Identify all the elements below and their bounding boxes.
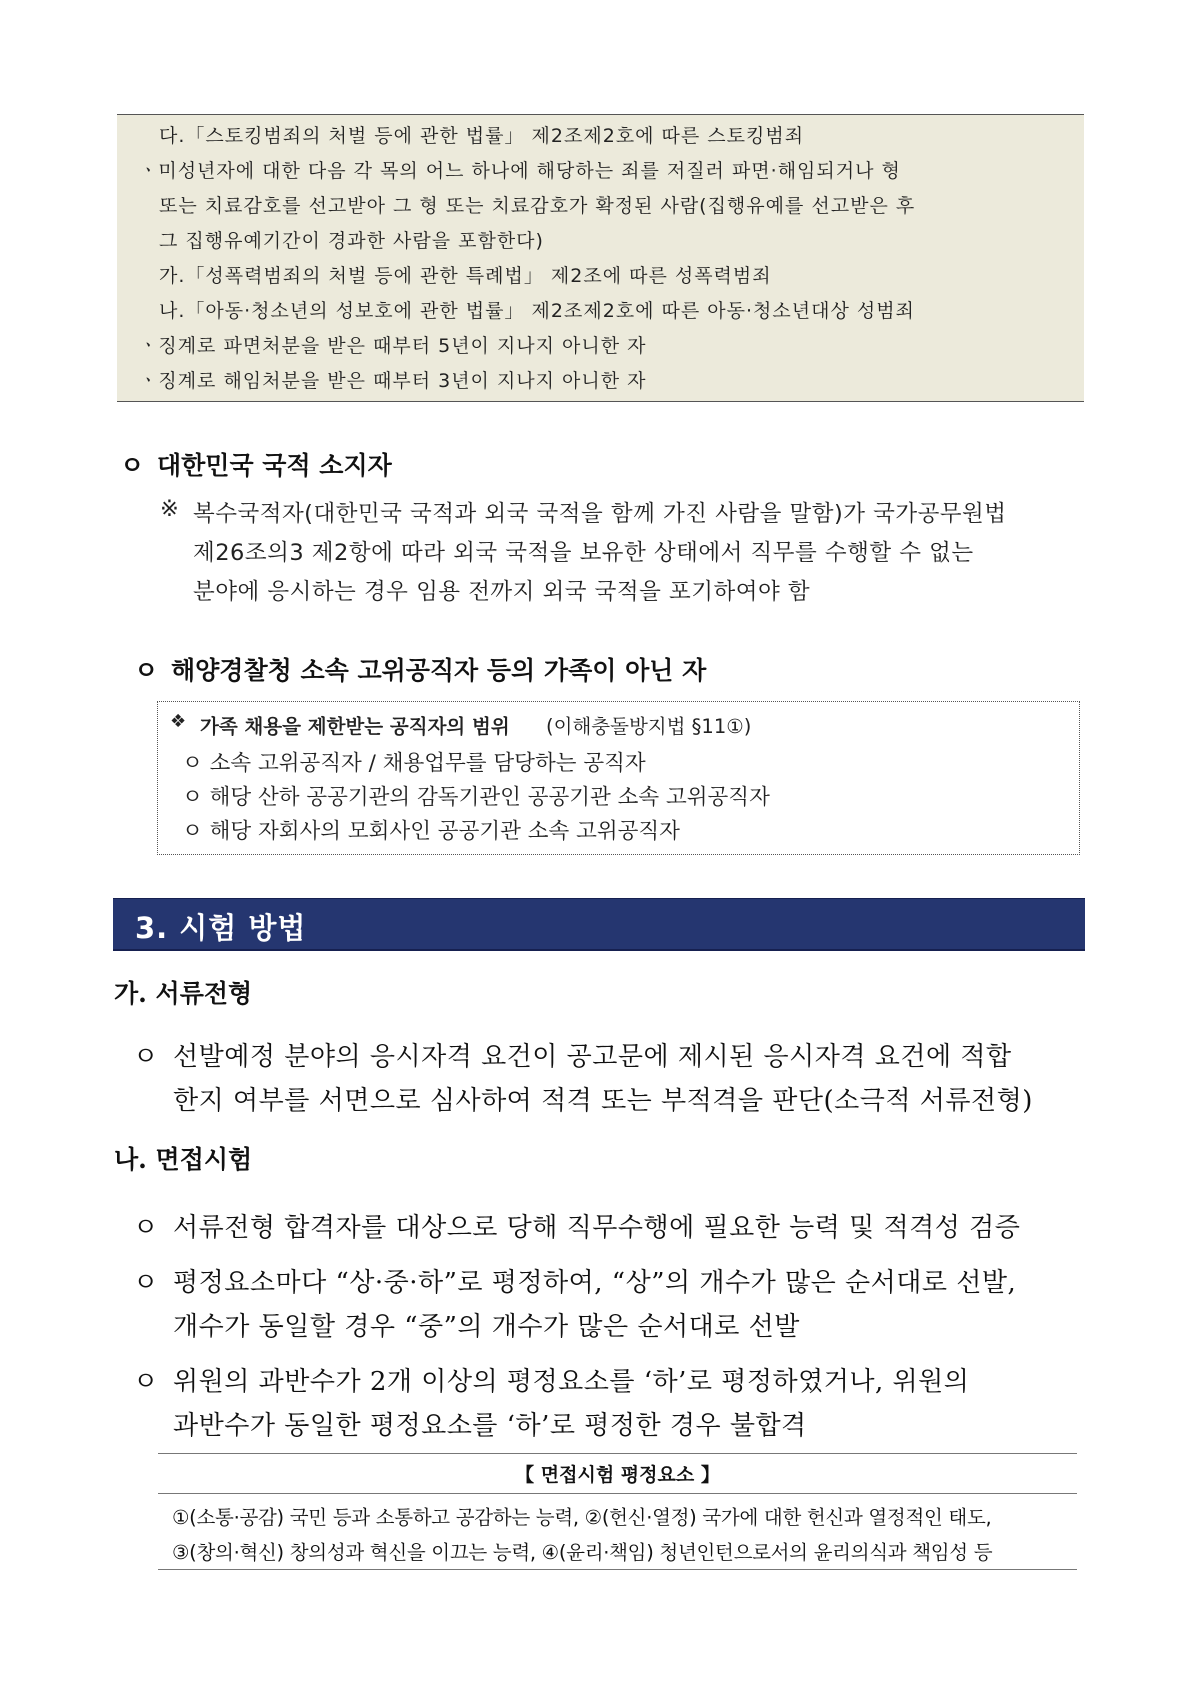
note-mark: ※ (160, 496, 180, 522)
disqualification-line: ㆍ미성년자에 대한 다음 각 목의 어느 하나에 해당하는 죄를 저질러 파면·해임되거나 형 (139, 160, 901, 182)
doc-screening-line: 선발예정 분야의 응시자격 요건이 공고문에 제시된 응시자격 요건에 적합 (173, 1042, 1012, 1072)
interview-bullet: ㅇ (133, 1367, 159, 1397)
doc-screening-heading: 가. 서류전형 (114, 979, 253, 1008)
diamond-icon: ❖ (170, 711, 187, 732)
criteria-line: ③(창의·혁신) 창의성과 혁신을 이끄는 능력, ④(윤리·책임) 청년인턴으로서의 윤리의식과 책임성 등 (172, 1541, 993, 1564)
nationality-note-line: 제26조의3 제2항에 따라 외국 국적을 보유한 상태에서 직무를 수행할 수 없는 (193, 540, 974, 566)
interview-criteria-table (158, 1453, 1077, 1571)
interview-item-line: 서류전형 합격자를 대상으로 당해 직무수행에 필요한 능력 및 적격성 검증 (173, 1213, 1021, 1243)
table-rule (158, 1569, 1077, 1570)
doc-screening-bullet: ㅇ (133, 1042, 159, 1072)
nationality-heading: 대한민국 국적 소지자 (157, 451, 392, 480)
family-scope-box (157, 701, 1080, 855)
interview-bullet: ㅇ (133, 1268, 159, 1298)
family-box-title: 가족 채용을 제한받는 공직자의 범위 (200, 715, 510, 738)
interview-bullet: ㅇ (133, 1213, 159, 1243)
interview-item-line: 평정요소마다 “상·중·하”로 평정하여, “상”의 개수가 많은 순서대로 선발, (173, 1268, 1017, 1298)
family-bullet: ㅇ (134, 656, 159, 685)
doc-screening-line: 한지 여부를 서면으로 심사하여 적격 또는 부적격을 판단(소극적 서류전형) (173, 1086, 1033, 1116)
nationality-note-line: 분야에 응시하는 경우 임용 전까지 외국 국적을 포기하여야 함 (193, 579, 811, 605)
family-scope-item: ㅇ 해당 산하 공공기관의 감독기관인 공공기관 소속 고위공직자 (182, 785, 770, 810)
disqualification-box (117, 114, 1084, 402)
interview-item-line: 과반수가 동일한 평정요소를 ‘하’로 평정한 경우 불합격 (173, 1411, 807, 1441)
family-scope-item: ㅇ 소속 고위공직자 / 채용업무를 담당하는 공직자 (182, 751, 646, 776)
nationality-note-line: 복수국적자(대한민국 국적과 외국 국적을 함께 가진 사람을 말함)가 국가공무원법 (193, 501, 1007, 527)
disqualification-line: 가.「성폭력범죄의 처벌 등에 관한 특례법」 제2조에 따른 성폭력범죄 (159, 265, 772, 287)
disqualification-line: ㆍ징계로 해임처분을 받은 때부터 3년이 지나지 아니한 자 (139, 370, 647, 392)
section-header (113, 898, 1085, 951)
table-rule (158, 1493, 1077, 1494)
disqualification-line: 다.「스토킹범죄의 처벌 등에 관한 법률」 제2조제2호에 따른 스토킹범죄 (159, 125, 805, 147)
family-scope-item: ㅇ 해당 자회사의 모회사인 공공기관 소속 고위공직자 (182, 819, 680, 844)
table-rule (158, 1453, 1077, 1454)
interview-item-line: 위원의 과반수가 2개 이상의 평정요소를 ‘하’로 평정하였거나, 위원의 (173, 1367, 970, 1397)
disqualification-line: 나.「아동·청소년의 성보호에 관한 법률」 제2조제2호에 따른 아동·청소년대상 성범죄 (159, 300, 915, 322)
interview-item-line: 개수가 동일할 경우 “중”의 개수가 많은 순서대로 선발 (173, 1312, 800, 1342)
disqualification-line: ㆍ징계로 파면처분을 받은 때부터 5년이 지나지 아니한 자 (139, 335, 647, 357)
criteria-line: ①(소통·공감) 국민 등과 소통하고 공감하는 능력, ②(헌신·열정) 국가에 대한 헌신과 열정적인 태도, (172, 1506, 992, 1529)
family-heading: 해양경찰청 소속 고위공직자 등의 가족이 아닌 자 (171, 656, 707, 685)
disqualification-line: 그 집행유예기간이 경과한 사람을 포함한다) (159, 230, 544, 252)
nationality-bullet: ㅇ (120, 451, 145, 480)
disqualification-line: 또는 치료감호를 선고받아 그 형 또는 치료감호가 확정된 사람(집행유예를 선고받은 후 (159, 195, 916, 217)
interview-heading: 나. 면접시험 (114, 1145, 253, 1174)
section-title: 3. 시험 방법 (135, 911, 307, 945)
criteria-title: 【 면접시험 평정요소 】 (515, 1464, 720, 1486)
family-box-law: (이해충돌방지법 §11①) (546, 715, 752, 738)
